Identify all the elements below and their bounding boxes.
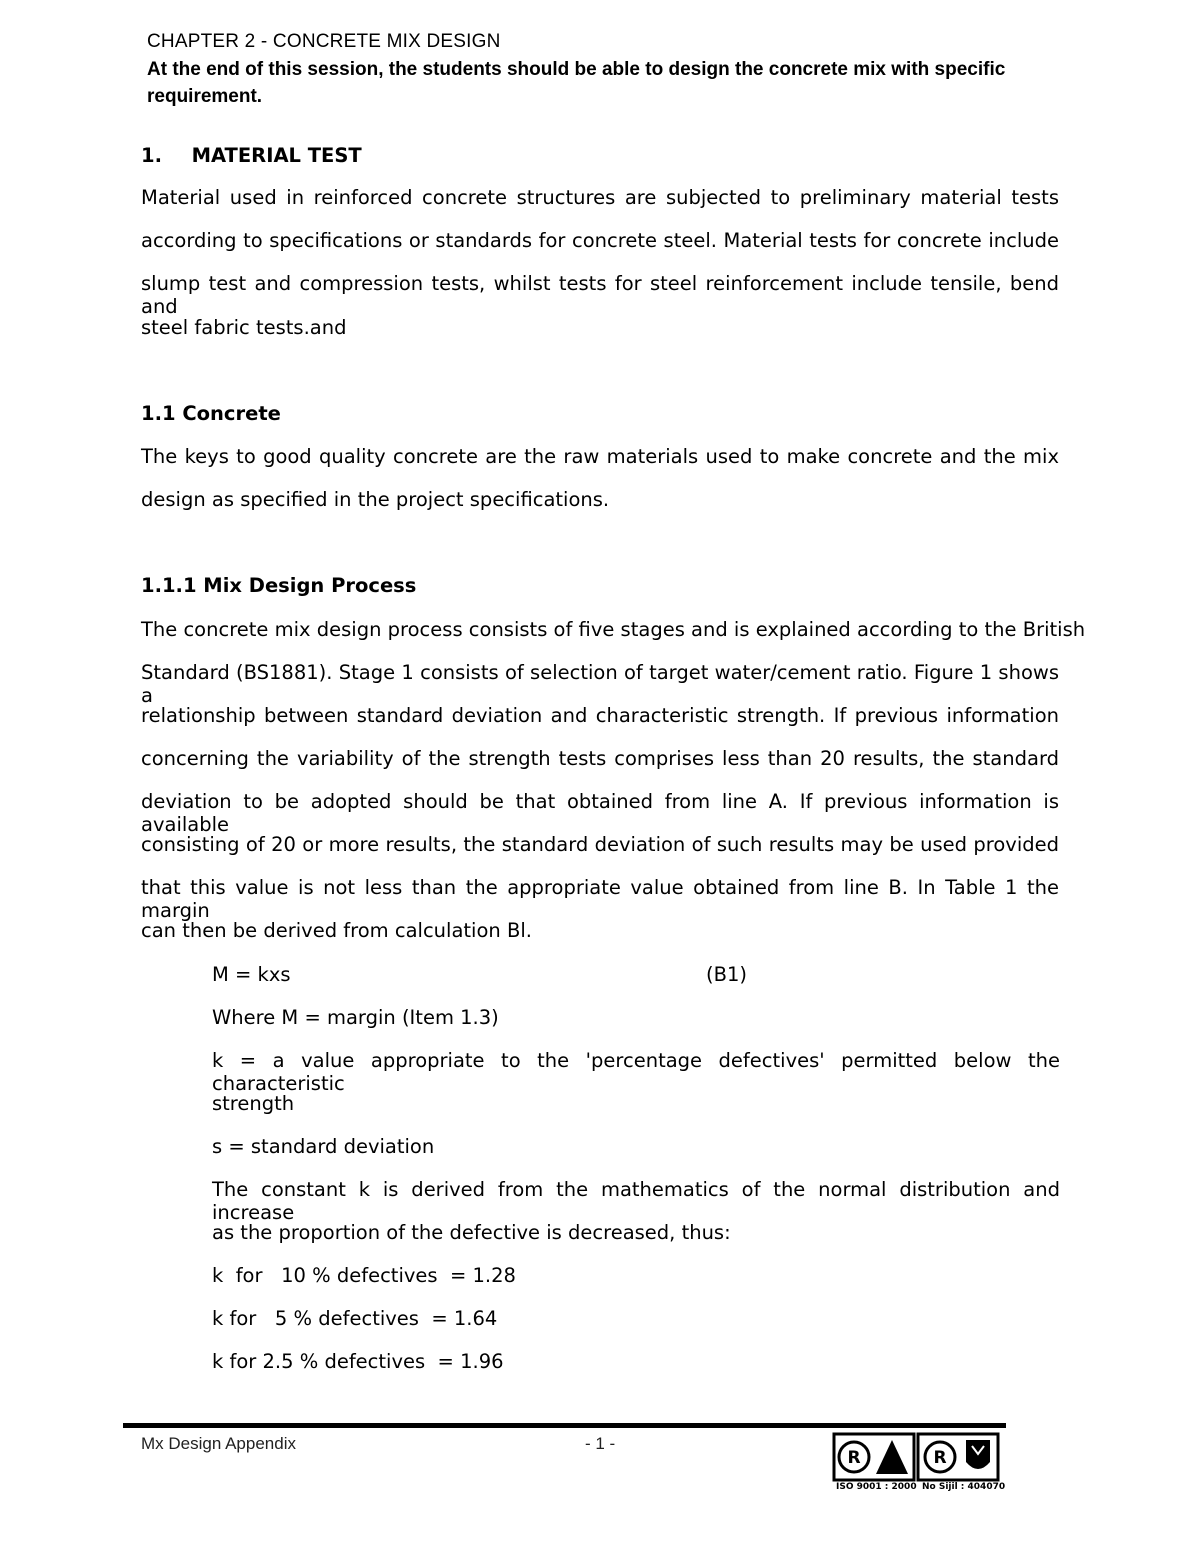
paragraph-line: according to specifications or standards for concrete steel. Material tests for concrete include [141, 229, 1059, 252]
chapter-title: CHAPTER 2 - CONCRETE MIX DESIGN [147, 31, 501, 52]
paragraph-line: design as specified in the project specifications. [141, 488, 610, 511]
paragraph-line: Standard (BS1881). Stage 1 consists of selection of target water/cement ratio. Figure 1 shows a [141, 661, 1059, 707]
s-definition: s = standard deviation [212, 1135, 435, 1158]
where-line: Where M = margin (Item 1.3) [212, 1006, 499, 1029]
objective-line-1: At the end of this session, the students should be able to design the concrete mix with specific [147, 59, 1006, 80]
heading-text: MATERIAL TEST [191, 144, 362, 167]
objective-line-2: requirement. [147, 86, 263, 107]
page-number: - 1 - [585, 1434, 616, 1453]
paragraph-line: relationship between standard deviation and characteristic strength. If previous information [141, 704, 1059, 727]
iso-label: ISO 9001 : 2000 [836, 1482, 917, 1492]
k-value-10: k for 10 % defectives = 1.28 [212, 1264, 516, 1287]
svg-text:R: R [847, 1448, 861, 1468]
svg-text:R: R [933, 1448, 947, 1468]
footer-rule [123, 1423, 1006, 1428]
paragraph-line: slump test and compression tests, whilst tests for steel reinforcement include tensile, bend and [141, 272, 1059, 318]
heading-number: 1. [141, 144, 162, 167]
paragraph-line: that this value is not less than the appropriate value obtained from line B. In Table 1 the margin [141, 876, 1059, 922]
paragraph-line: concerning the variability of the strength tests comprises less than 20 results, the standard [141, 747, 1059, 770]
paragraph-line: consisting of 20 or more results, the standard deviation of such results may be used provided [141, 833, 1059, 856]
section-1-1-1-heading: 1.1.1 Mix Design Process [141, 574, 417, 597]
paragraph-line: Material used in reinforced concrete structures are subjected to preliminary material tests [141, 186, 1059, 209]
paragraph-line: can then be derived from calculation Bl. [141, 919, 532, 942]
equation-label: (B1) [706, 963, 747, 986]
k-definition-cont: strength [212, 1092, 295, 1115]
k-value-5: k for 5 % defectives = 1.64 [212, 1307, 498, 1330]
equation: M = kxs [212, 963, 291, 986]
paragraph-line: deviation to be adopted should be that obtained from line A. If previous information is available [141, 790, 1059, 836]
certification-marks-icon [832, 1432, 1002, 1484]
section-1-heading [141, 144, 1059, 167]
section-1-1-heading: 1.1 Concrete [141, 402, 281, 425]
paragraph-line: steel fabric tests.and [141, 316, 347, 339]
sijil-label: No Sijil : 404070 [922, 1482, 1006, 1492]
footer-doc-title: Mx Design Appendix [141, 1434, 296, 1453]
k-definition: k = a value appropriate to the 'percentage defectives' permitted below the characteristic [212, 1049, 1060, 1095]
paragraph-line: The keys to good quality concrete are the raw materials used to make concrete and the mix [141, 445, 1059, 468]
constant-k-line-cont: as the proportion of the defective is decreased, thus: [212, 1221, 731, 1244]
certification-logos [832, 1432, 1006, 1496]
paragraph-line: The concrete mix design process consists of five stages and is explained according to the British [141, 618, 1086, 641]
k-value-2-5: k for 2.5 % defectives = 1.96 [212, 1350, 504, 1373]
constant-k-line: The constant k is derived from the mathematics of the normal distribution and increase [212, 1178, 1060, 1224]
